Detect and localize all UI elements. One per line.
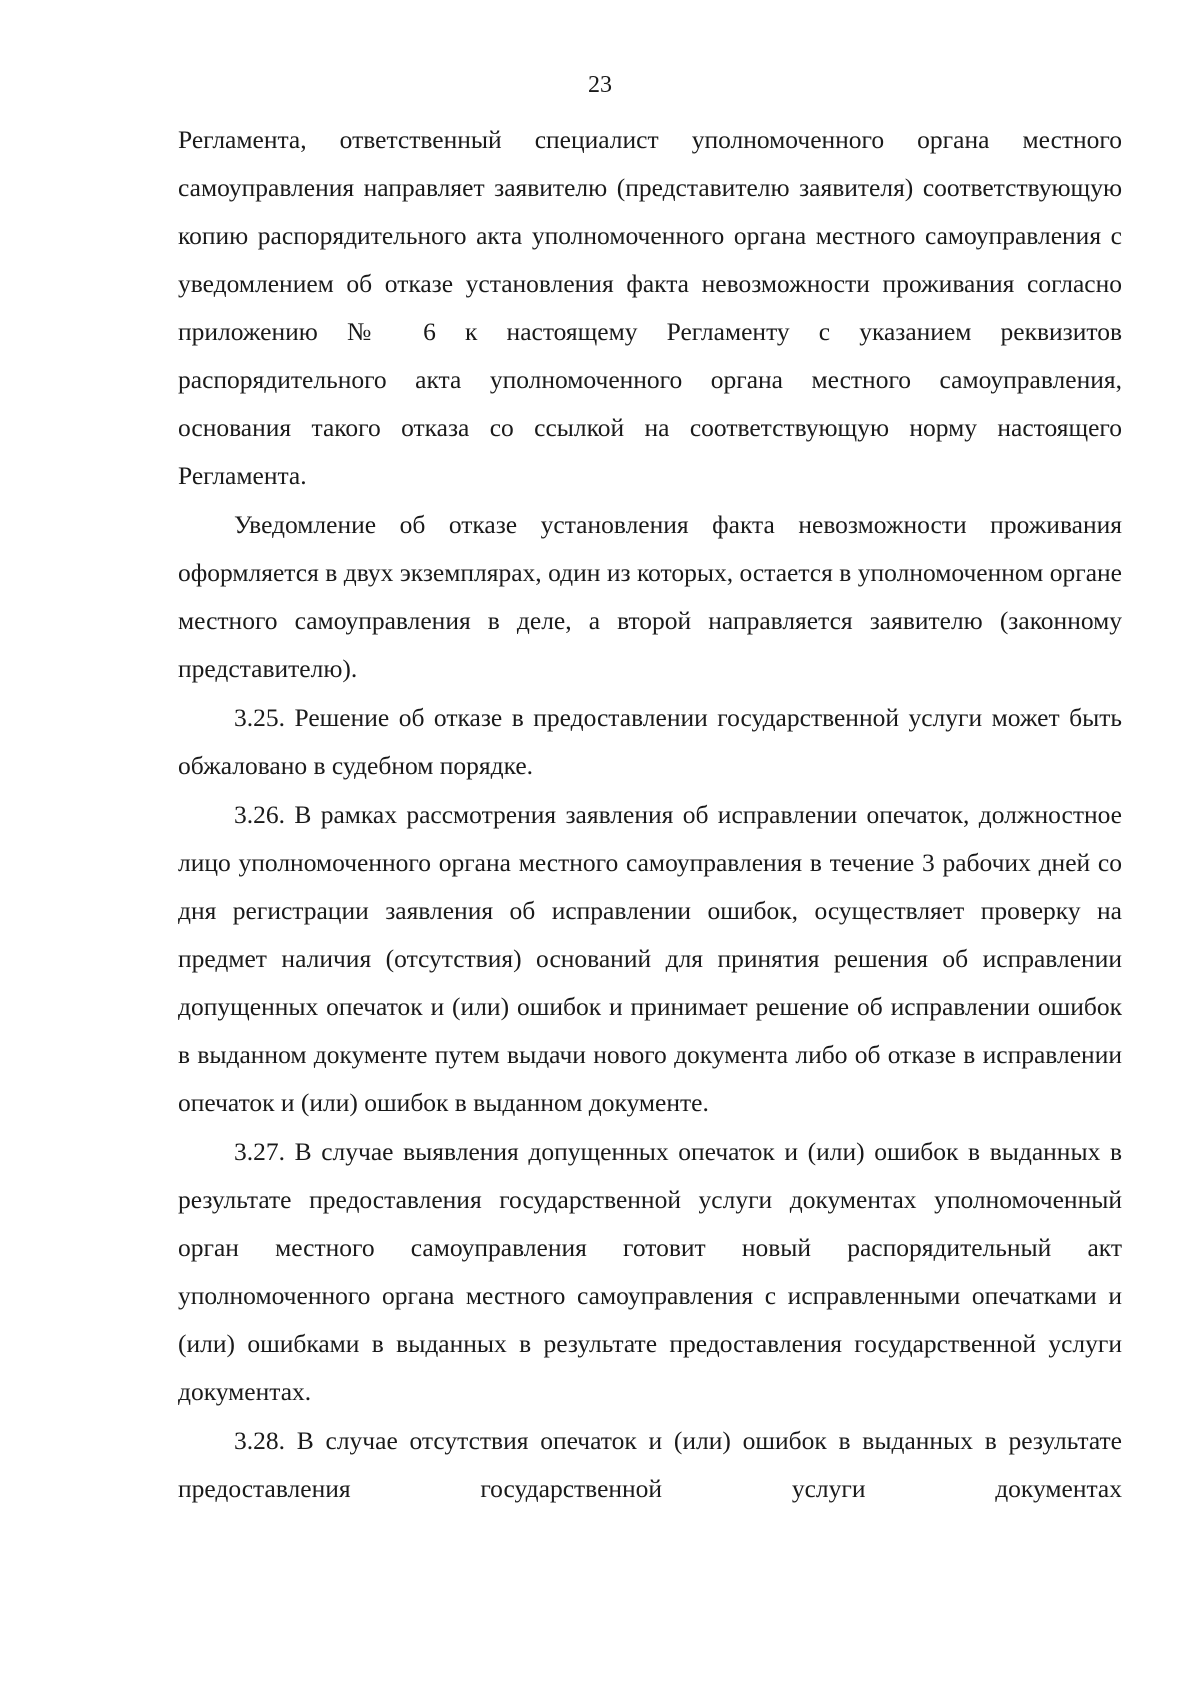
paragraph-refusal-notice: Уведомление об отказе установления факта невозможности проживания оформляется в двух экземплярах, один из которых, остается в уполномоченном органе местного самоуправления в деле, а второй направляется заявителю (законному представителю).: [178, 510, 1122, 683]
paragraph-continuation: Регламента, ответственный специалист уполномоченного органа местного самоуправления направляет заявителю (представителю заявителя) соответствующую копию распорядительного акта уполномоченного органа местного самоуправления с уведомлением об отказе установления факта невозможности проживания согласно приложению № 6 к настоящему Регламенту с указанием реквизитов распорядительного акта уполномоченного органа местного самоуправления, основания такого отказа со ссылкой на соответствующую норму настоящего Регламента.: [178, 125, 1122, 490]
paragraph-3-26: 3.26. В рамках рассмотрения заявления об исправлении опечаток, должностное лицо уполномоченного органа местного самоуправления в течение 3 рабочих дней со дня регистрации заявления об исправлении ошибок, осуществляет проверку на предмет наличия (отсутствия) оснований для принятия решения об исправлении допущенных опечаток и (или) ошибок и принимает решение об исправлении ошибок в выданном документе путем выдачи нового документа либо об отказе в исправлении опечаток и (или) ошибок в выданном документе.: [178, 800, 1122, 1117]
paragraph-3-28: 3.28. В случае отсутствия опечаток и (или) ошибок в выданных в результате предоставления государственной услуги документах: [178, 1426, 1122, 1503]
paragraph-3-27: 3.27. В случае выявления допущенных опечаток и (или) ошибок в выданных в результате предоставления государственной услуги документах уполномоченный орган местного самоуправления готовит новый распорядительный акт уполномоченного органа местного самоуправления с исправленными опечатками и (или) ошибками в выданных в результате предоставления государственной услуги документах.: [178, 1137, 1122, 1406]
page-number: 23: [588, 72, 612, 98]
paragraph-3-25: 3.25. Решение об отказе в предоставлении государственной услуги может быть обжаловано в судебном порядке.: [178, 703, 1122, 780]
document-body: [178, 116, 1122, 1513]
